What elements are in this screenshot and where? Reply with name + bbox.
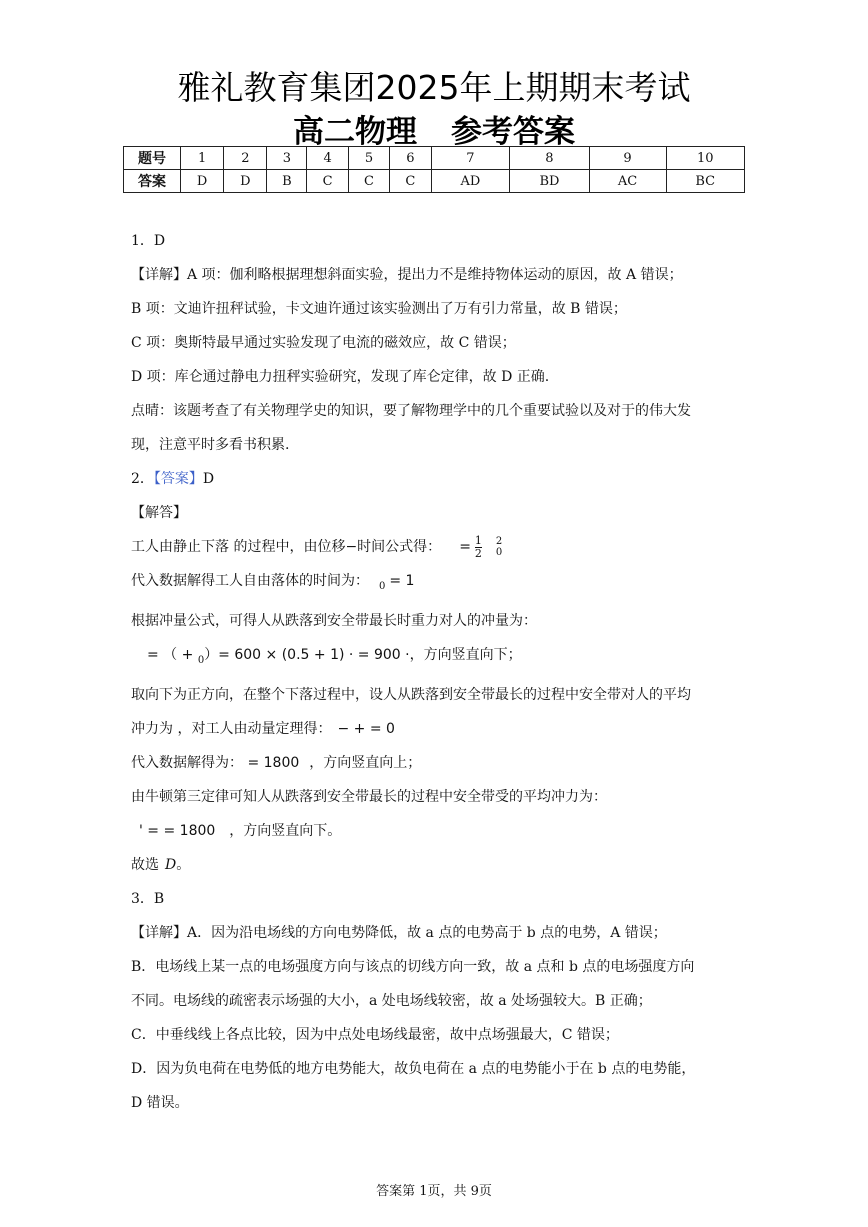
table-cell: 2 bbox=[224, 147, 267, 170]
solution-line: 现，注意平时多看书积累. bbox=[131, 437, 290, 453]
question-number: 2． bbox=[131, 471, 154, 487]
fraction-numerator: 1 bbox=[474, 533, 482, 547]
superscript: 2 bbox=[495, 536, 503, 547]
solution-line: 由牛顿第三定律可知人从跌落到安全带最长的过程中安全带受的平均冲力为： bbox=[131, 789, 607, 805]
table-cell: AD bbox=[431, 170, 510, 193]
table-cell: BC bbox=[666, 170, 744, 193]
table-cell: AC bbox=[589, 170, 666, 193]
solution-line bbox=[131, 712, 746, 746]
row-header-answer: 答案 bbox=[124, 170, 181, 193]
line-text: 冲力为 ，对工人由动量定理得： bbox=[131, 721, 332, 737]
table-cell: C bbox=[348, 170, 389, 193]
question-heading bbox=[131, 462, 746, 496]
subscript: 0 bbox=[197, 655, 205, 666]
solution-line: C 项：奥斯特最早通过实验发现了电流的磁效应，故 C 错误； bbox=[131, 335, 516, 351]
solution-line bbox=[131, 848, 746, 882]
line-text: 代入数据解得工人自由落体的时间为： bbox=[131, 573, 369, 589]
fraction bbox=[475, 535, 482, 560]
solution-line: 点晴：该题考查了有关物理学史的知识，要了解物理学中的几个重要试验以及对于的伟大发 bbox=[131, 403, 691, 419]
solution-line: B 项：文迪许扭秤试验，卡文迪许通过该实验测出了万有引力常量，故 B 错误； bbox=[131, 301, 627, 317]
line-text: 工人由静止下落 的过程中，由位移−时间公式得： bbox=[131, 539, 442, 555]
subject-label: 高二物理 bbox=[293, 114, 417, 150]
table-cell: C bbox=[390, 170, 431, 193]
table-cell: 7 bbox=[431, 147, 510, 170]
solution-line: 【详解】A．因为沿电场线的方向电势降低，故 a 点的电势高于 b 点的电势，A 错误； bbox=[131, 925, 667, 941]
answer-table bbox=[123, 146, 745, 193]
line-text: 。 bbox=[176, 857, 191, 873]
table-row-answers bbox=[124, 170, 745, 193]
answer-value: D bbox=[202, 471, 215, 487]
solution-line: D 错误。 bbox=[131, 1095, 189, 1111]
fraction-denominator: 2 bbox=[474, 546, 482, 560]
table-cell: D bbox=[224, 170, 267, 193]
table-cell: 8 bbox=[510, 147, 589, 170]
line-text: 故选 bbox=[131, 857, 159, 873]
solution-line bbox=[131, 746, 746, 780]
table-cell: 3 bbox=[267, 147, 307, 170]
formula: ）= 600 × (0.5 + 1) · = 900 · bbox=[204, 647, 410, 663]
solutions-body bbox=[131, 224, 746, 1120]
subscript: 0 bbox=[379, 581, 386, 592]
question-heading: 3．B bbox=[131, 891, 165, 907]
exam-subtitle bbox=[0, 106, 868, 151]
table-cell: D bbox=[181, 170, 224, 193]
line-text: 代入数据解得为： bbox=[131, 755, 243, 771]
formula: − + = 0 bbox=[337, 721, 395, 737]
solution-line: 不同。电场线的疏密表示场强的大小，a 处电场线较密，故 a 处场强较大。B 正确； bbox=[131, 993, 652, 1009]
row-header-number: 题号 bbox=[124, 147, 181, 170]
table-cell: 1 bbox=[181, 147, 224, 170]
exam-title: 雅礼教育集团2025年上期期末考试 bbox=[177, 68, 691, 107]
solution-line: 【详解】A 项：伽利略根据理想斜面实验，提出力不是维持物体运动的原因，故 A 错误； bbox=[131, 267, 683, 283]
line-text: ，方向竖直向下； bbox=[409, 647, 522, 663]
solution-line bbox=[131, 530, 746, 564]
subscript: 0 bbox=[495, 547, 503, 558]
solution-line bbox=[131, 814, 746, 848]
formula: ' = = 1800 bbox=[139, 823, 216, 839]
formula: = 1 bbox=[389, 573, 415, 589]
question-heading: 1．D bbox=[131, 233, 166, 249]
answer-tag: 【答案】 bbox=[153, 471, 203, 487]
choice-letter: D bbox=[165, 857, 177, 873]
answer-key-label: 参考答案 bbox=[451, 114, 575, 150]
table-cell: 9 bbox=[589, 147, 666, 170]
formula-eq: = bbox=[459, 539, 471, 555]
solution-line bbox=[131, 638, 746, 678]
power-group bbox=[496, 536, 502, 558]
formula: = （ + bbox=[147, 647, 198, 663]
solution-line: D．因为负电荷在电势低的地方电势能大，故负电荷在 a 点的电势能小于在 b 点的电势能， bbox=[131, 1061, 696, 1077]
formula: = 1800 bbox=[243, 755, 300, 771]
table-cell: B bbox=[267, 170, 307, 193]
line-text: ，方向竖直向下。 bbox=[229, 823, 342, 839]
table-cell: BD bbox=[510, 170, 589, 193]
table-cell: 6 bbox=[390, 147, 431, 170]
solution-line: C．中垂线线上各点比较，因为中点处电场线最密，故中点场强最大，C 错误； bbox=[131, 1027, 619, 1043]
table-row-numbers bbox=[124, 147, 745, 170]
solution-heading: 【解答】 bbox=[131, 505, 187, 521]
table-cell: C bbox=[307, 170, 348, 193]
solution-line: B．电场线上某一点的电场强度方向与该点的切线方向一致，故 a 点和 b 点的电场强度方向 bbox=[131, 959, 695, 975]
solution-line: 根据冲量公式，可得人从跌落到安全带最长时重力对人的冲量为： bbox=[131, 613, 537, 629]
table-cell: 5 bbox=[348, 147, 389, 170]
solution-line bbox=[131, 564, 746, 604]
solution-line: D 项：库仑通过静电力扭秤实验研究，发现了库仑定律，故 D 正确. bbox=[131, 369, 550, 385]
table-cell: 10 bbox=[666, 147, 744, 170]
page-footer: 答案第 1页，共 9页 bbox=[376, 1184, 492, 1199]
table-cell: 4 bbox=[307, 147, 348, 170]
line-text: ，方向竖直向上； bbox=[309, 755, 422, 771]
solution-line: 取向下为正方向，在整个下落过程中，设人从跌落到安全带最长的过程中安全带对人的平均 bbox=[131, 687, 691, 703]
